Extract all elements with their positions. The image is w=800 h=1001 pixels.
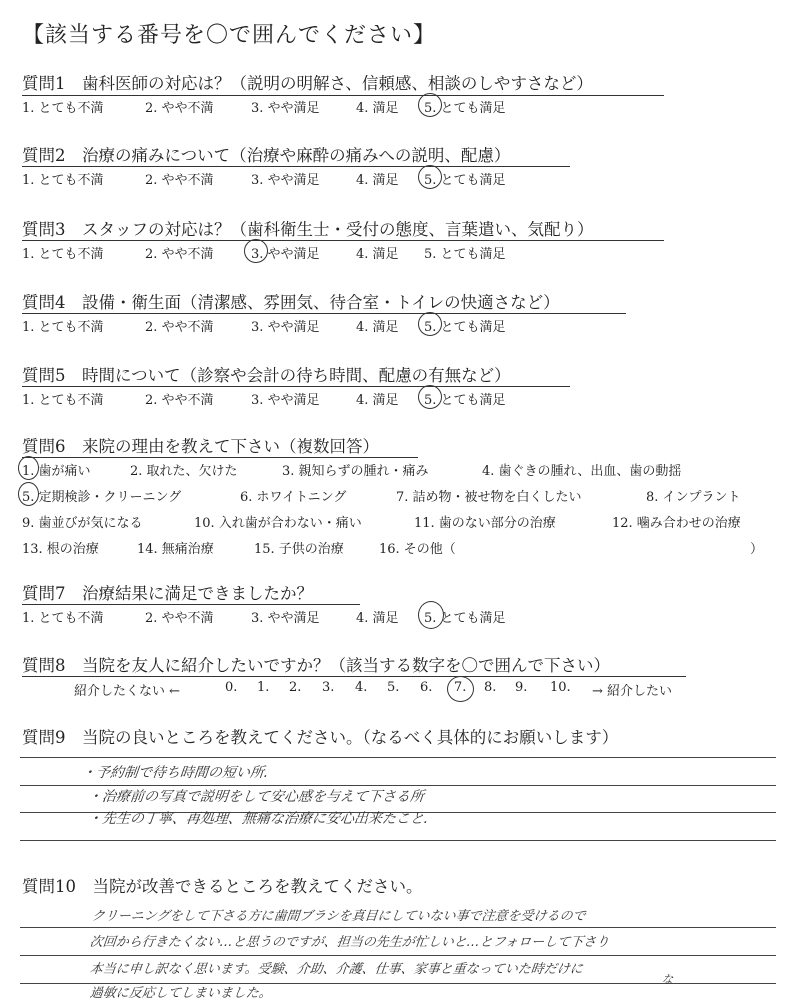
- recommend-9[interactable]: 9.: [515, 680, 528, 695]
- other-close-paren: ）: [750, 542, 764, 557]
- answer-line: [20, 927, 776, 928]
- selection-circle: [418, 601, 444, 629]
- option-2[interactable]: 2. やや不満: [145, 247, 214, 262]
- underline: [22, 166, 570, 167]
- page-title: 【該当する番号を〇で囲んでください】: [22, 23, 437, 48]
- reason-option-16[interactable]: 16. その他（: [379, 542, 456, 557]
- option-5[interactable]: 5. とても満足: [424, 611, 506, 626]
- option-1[interactable]: 1. とても不満: [22, 173, 104, 188]
- question-label: 質問4 設備・衛生面（清潔感、雰囲気、待合室・トイレの快適さなど）: [22, 293, 560, 312]
- selection-circle: [418, 312, 442, 336]
- option-3[interactable]: 3. やや満足: [251, 611, 320, 626]
- reason-option-5[interactable]: 5. 定期検診・クリーニング: [22, 490, 182, 505]
- handwritten-insert-mark: な: [661, 973, 674, 986]
- question-label: 質問6 来院の理由を教えて下さい（複数回答）: [22, 437, 379, 456]
- question-label: 質問2 治療の痛みについて（治療や麻酔の痛みへの説明、配慮）: [22, 146, 511, 165]
- option-1[interactable]: 1. とても不満: [22, 247, 104, 262]
- answer-line: [20, 757, 776, 758]
- option-3[interactable]: 3. やや満足: [251, 101, 320, 116]
- recommend-10[interactable]: 10.: [550, 680, 571, 695]
- underline: [22, 386, 570, 387]
- option-1[interactable]: 1. とても不満: [22, 101, 104, 116]
- recommend-6[interactable]: 6.: [420, 680, 433, 695]
- reason-option-8[interactable]: 8. インプラント: [646, 490, 741, 505]
- answer-line: [20, 840, 776, 841]
- option-3[interactable]: 3. やや満足: [251, 320, 320, 335]
- handwritten-answer: クリーニングをして下さる方に歯間ブラシを真目にしていない事で注意を受けるので: [91, 909, 587, 924]
- option-2[interactable]: 2. やや不満: [145, 393, 214, 408]
- question-label: 質問5 時間について（診察や会計の待ち時間、配慮の有無など）: [22, 366, 511, 385]
- option-2[interactable]: 2. やや不満: [145, 173, 214, 188]
- question-label: 質問1 歯科医師の対応は？（説明の明解さ、信頼感、相談のしやすさなど）: [22, 74, 593, 93]
- selection-circle: [418, 385, 442, 409]
- option-1[interactable]: 1. とても不満: [22, 320, 104, 335]
- option-2[interactable]: 2. やや不満: [145, 611, 214, 626]
- option-4[interactable]: 4. 満足: [356, 611, 399, 626]
- underline: [22, 313, 626, 314]
- option-1[interactable]: 1. とても不満: [22, 393, 104, 408]
- option-5[interactable]: 5. とても満足: [424, 101, 506, 116]
- recommend-0[interactable]: 0.: [225, 680, 238, 695]
- handwritten-answer: ・先生の丁寧、再処理、無痛な治療に安心出来たこと.: [87, 811, 430, 827]
- option-4[interactable]: 4. 満足: [356, 320, 399, 335]
- underline: [22, 240, 664, 241]
- question-label: 質問3 スタッフの対応は？（歯科衛生士・受付の態度、言葉遣い、気配り）: [22, 220, 594, 239]
- reason-option-2[interactable]: 2. 取れた、欠けた: [130, 464, 238, 479]
- reason-option-4[interactable]: 4. 歯ぐきの腫れ、出血、歯の動揺: [482, 464, 682, 479]
- handwritten-answer: ・予約制で待ち時間の短い所.: [81, 765, 270, 781]
- question-label: 質問9 当院の良いところを教えてください。（なるべく具体的にお願いします）: [22, 728, 619, 747]
- reason-option-15[interactable]: 15. 子供の治療: [254, 542, 344, 557]
- reason-option-12[interactable]: 12. 噛み合わせの治療: [612, 516, 741, 531]
- option-2[interactable]: 2. やや不満: [145, 320, 214, 335]
- handwritten-answer: 本当に申し訳なく思います。受験、介助、介護、仕事、家事と重なっていた時だけに: [89, 962, 584, 977]
- option-2[interactable]: 2. やや不満: [145, 101, 214, 116]
- option-5[interactable]: 5. とても満足: [424, 320, 506, 335]
- scale-left-label: 紹介したくない ←: [74, 684, 181, 699]
- question-label: 質問10 当院が改善できるところを教えてください。: [22, 877, 423, 896]
- selection-circle: [447, 676, 474, 702]
- underline: [22, 95, 664, 96]
- question-label: 質問7 治療結果に満足できましたか？: [22, 584, 313, 603]
- reason-option-9[interactable]: 9. 歯並びが気になる: [22, 516, 143, 531]
- recommend-4[interactable]: 4.: [355, 680, 368, 695]
- recommend-3[interactable]: 3.: [322, 680, 335, 695]
- handwritten-answer: 過敏に反応してしまいました。: [89, 986, 273, 1001]
- selection-circle: [18, 482, 39, 506]
- recommend-2[interactable]: 2.: [289, 680, 302, 695]
- option-4[interactable]: 4. 満足: [356, 101, 399, 116]
- option-5[interactable]: 5. とても満足: [424, 247, 506, 262]
- selection-circle: [18, 456, 39, 480]
- option-4[interactable]: 4. 満足: [356, 173, 399, 188]
- recommend-8[interactable]: 8.: [484, 680, 497, 695]
- option-5[interactable]: 5. とても満足: [424, 393, 506, 408]
- option-3[interactable]: 3. やや満足: [251, 393, 320, 408]
- selection-circle: [244, 239, 268, 263]
- recommend-1[interactable]: 1.: [257, 680, 270, 695]
- underline: [22, 676, 686, 677]
- option-4[interactable]: 4. 満足: [356, 393, 399, 408]
- option-1[interactable]: 1. とても不満: [22, 611, 104, 626]
- underline: [22, 457, 418, 458]
- reason-option-11[interactable]: 11. 歯のない部分の治療: [414, 516, 556, 531]
- reason-option-10[interactable]: 10. 入れ歯が合わない・痛い: [194, 516, 362, 531]
- reason-option-7[interactable]: 7. 詰め物・被せ物を白くしたい: [396, 490, 582, 505]
- selection-circle: [418, 93, 442, 117]
- option-5[interactable]: 5. とても満足: [424, 173, 506, 188]
- recommend-7[interactable]: 7.: [454, 680, 467, 695]
- reason-option-1[interactable]: 1. 歯が痛い: [22, 464, 91, 479]
- reason-option-14[interactable]: 14. 無痛治療: [137, 542, 214, 557]
- handwritten-answer: 次回から行きたくない…と思うのですが、担当の先生が忙しいと…とフォローして下さり: [89, 935, 610, 950]
- underline: [22, 604, 360, 605]
- answer-line: [20, 955, 776, 956]
- question-label: 質問8 当院を友人に紹介したいですか？（該当する数字を〇で囲んで下さい）: [22, 656, 610, 675]
- selection-circle: [418, 165, 442, 189]
- option-4[interactable]: 4. 満足: [356, 247, 399, 262]
- recommend-5[interactable]: 5.: [387, 680, 400, 695]
- reason-option-3[interactable]: 3. 親知らずの腫れ・痛み: [282, 464, 429, 479]
- handwritten-answer: ・治療前の写真で説明をして安心感を与えて下さる所: [87, 789, 425, 805]
- reason-option-13[interactable]: 13. 根の治療: [22, 542, 99, 557]
- option-3[interactable]: 3. やや満足: [251, 247, 320, 262]
- reason-option-6[interactable]: 6. ホワイトニング: [240, 490, 347, 505]
- scale-right-label: → 紹介したい: [592, 684, 673, 699]
- option-3[interactable]: 3. やや満足: [251, 173, 320, 188]
